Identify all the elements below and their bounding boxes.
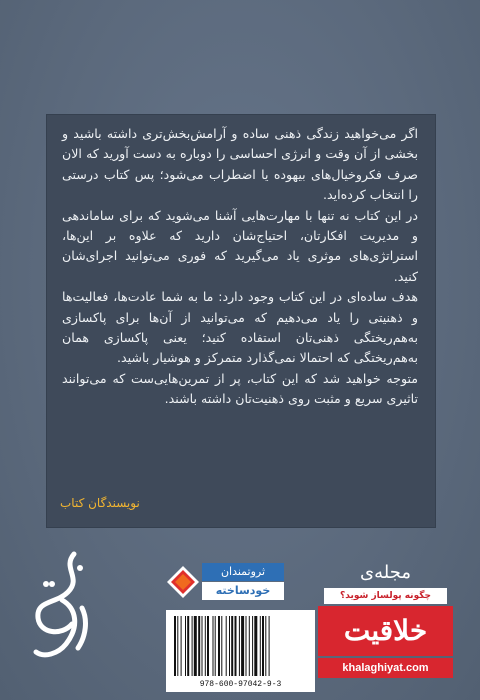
barcode-bar	[269, 616, 270, 676]
barcode-bar	[192, 616, 193, 676]
barcode-bar	[229, 616, 230, 676]
barcode-bar	[215, 616, 216, 676]
blurb-paragraph-3: هدف ساده‌ای در این کتاب وجود دارد: ما به شما عادت‌ها، فعالیت‌ها و ذهنیتی را یاد می‌دهیم که می‌توانید از آن‌ها برای پاکسازی به‌هم‌ریختگی ذهنی‌تان استفاده کنید؛ یعنی پاکسازی همان به‌هم‌ریختگی که احتمالا نمی‌گذارد متمرکز و هوشیار باشید.	[62, 289, 418, 366]
barcode-bar	[181, 616, 182, 676]
magazine-title: مجله‌ی	[360, 562, 411, 583]
magazine-logo	[318, 560, 453, 682]
magazine-name: خلاقیت	[318, 606, 453, 656]
barcode-bar	[246, 616, 247, 676]
barcode-bar	[260, 616, 261, 676]
barcode-bar	[218, 616, 220, 676]
barcode-bar	[174, 616, 176, 676]
barcode-bar	[231, 616, 233, 676]
barcode-bar	[198, 616, 200, 676]
series-logo	[166, 563, 288, 603]
series-mark-icon	[166, 565, 200, 599]
blurb-paragraph-4: متوجه خواهید شد که این کتاب، پر از تمرین‌هایی‌ست که می‌توانند تاثیری سریع و مثبت روی ذهنیت‌تان داشته باشند.	[62, 370, 418, 407]
magazine-website: khalaghiyat.com	[318, 658, 453, 678]
barcode-bar	[249, 616, 250, 676]
barcode-bar	[221, 616, 222, 676]
blurb-paragraph-1: اگر می‌خواهید زندگی ذهنی ساده و آرامش‌بخش‌تری داشته باشید و بخشی از آن وقت و انرژی احساسی را دوباره به دست آورید که الان صرف فکروخیال‌های بیهوده یا اضطراب می‌شود؛ پس کتاب درستی را انتخاب کرده‌اید.	[62, 126, 418, 203]
barcode-bar	[194, 616, 197, 676]
isbn-number: 978-600-97042-9-3	[199, 680, 282, 689]
barcode-bar	[254, 616, 257, 676]
barcode-bar	[235, 616, 237, 676]
magazine-tagline: چگونه پولساز شوید؟	[324, 588, 447, 604]
barcode-bars	[172, 616, 309, 678]
author-credit: نویسندگان کتاب	[60, 496, 140, 510]
blurb-paragraph-2: در این کتاب نه تنها با مهارت‌هایی آشنا می‌شوید که برای ساماندهی و مدیریت افکارتان، احتیاج‌شان دارید که علاوه بر این‌ها، استراتژی‌های موثری یاد می‌گیرید که فوری می‌توانید اجرای‌شان کنید.	[62, 207, 418, 284]
barcode-bar	[252, 616, 253, 676]
barcode-bar	[213, 616, 214, 676]
barcode-bar	[241, 616, 244, 676]
series-logo-line1: ثروتمندان	[202, 563, 284, 581]
barcode-bar	[185, 616, 186, 676]
blurb-text	[62, 124, 418, 410]
barcode-bar	[187, 616, 189, 676]
barcode-bar	[207, 616, 209, 676]
barcode-bar	[262, 616, 264, 676]
barcode-bar	[202, 616, 203, 676]
barcode-bar	[226, 616, 227, 676]
barcode-bar	[265, 616, 266, 676]
series-logo-line2: خودساخته	[202, 582, 284, 600]
barcode	[166, 610, 315, 692]
barcode-bar	[239, 616, 240, 676]
publisher-logo	[22, 548, 96, 666]
barcode-bar	[205, 616, 206, 676]
barcode-bar	[177, 616, 178, 676]
